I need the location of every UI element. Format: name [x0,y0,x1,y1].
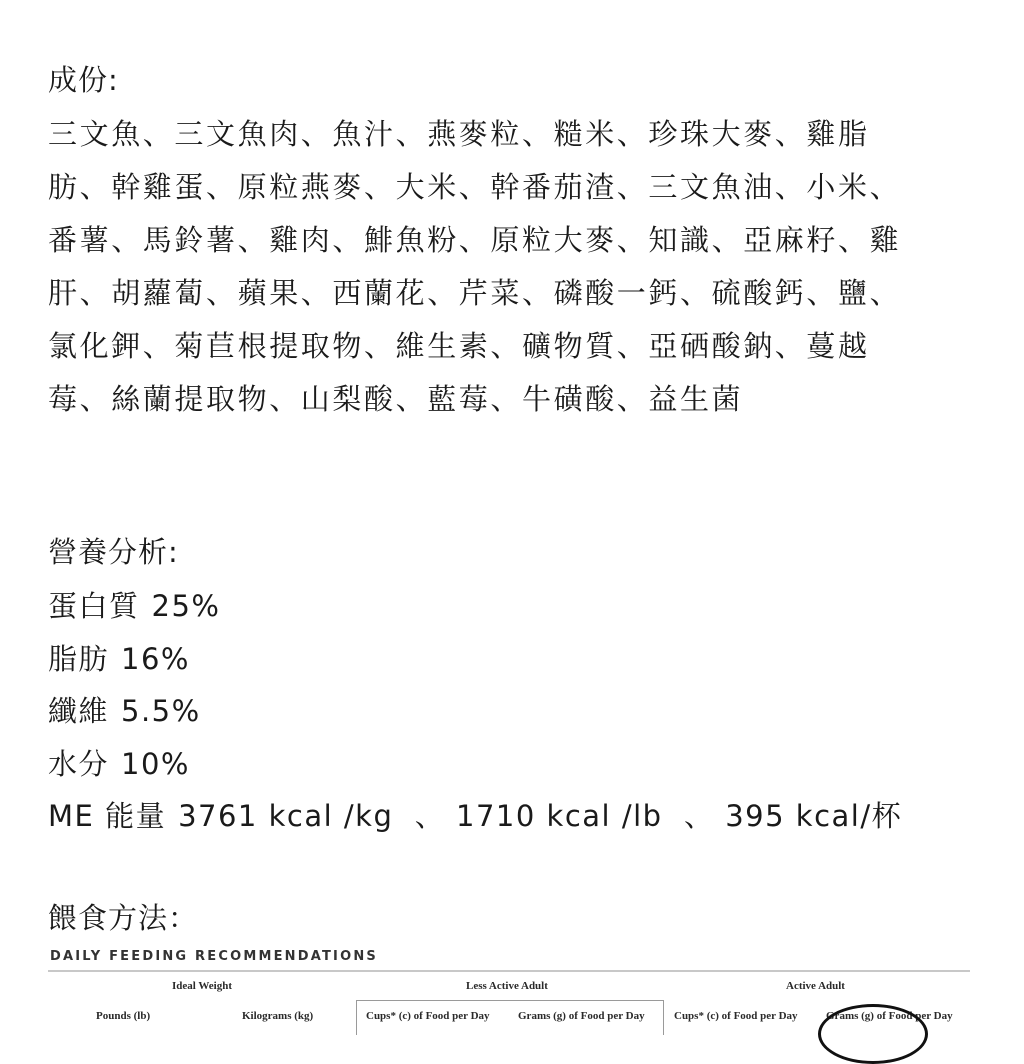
nutrition-item-moisture [48,738,902,791]
nutrition-item-fat [48,633,902,686]
nutrition-label: ME 能量 [48,799,167,833]
nutrition-label: 蛋白質 [48,589,140,623]
ingredients-line: 氯化鉀、菊苣根提取物、維生素、礦物質、亞硒酸鈉、蔓越 [48,329,870,363]
nutrition-value: 16% [121,641,190,676]
ingredients-heading: 成份: [48,63,119,97]
nutrition-value: 3761 kcal /kg 、 1710 kcal /lb 、 395 kcal/杯 [178,799,903,833]
nutrition-item-energy [48,790,902,843]
ingredients-line: 莓、絲蘭提取物、山梨酸、藍莓、牛磺酸、益生菌 [48,382,744,416]
column-header-kilograms: Kilograms (kg) [242,1010,314,1022]
group-header-less-active: Less Active Adult [466,980,548,992]
column-header-less-cups: Cups* (c) of Food per Day [366,1010,490,1022]
nutrition-heading: 營養分析: [48,535,179,569]
column-header-pounds: Pounds (lb) [96,1010,151,1022]
nutrition-value: 25% [151,589,221,623]
ingredients-list [48,108,988,426]
nutrition-label: 水分 [48,746,110,781]
feeding-heading: 餵食方法： [48,901,199,935]
nutrition-list [48,580,902,843]
feeding-table-rule [48,970,970,972]
column-header-active-cups: Cups* (c) of Food per Day [674,1010,798,1022]
ingredients-line: 肝、胡蘿蔔、蘋果、西蘭花、芹菜、磷酸一鈣、硫酸鈣、鹽、 [48,276,902,310]
nutrition-value: 10% [121,746,190,781]
nutrition-value: 5.5% [121,694,201,728]
ingredients-line: 三文魚、三文魚肉、魚汁、燕麥粒、糙米、珍珠大麥、雞脂 [48,117,870,151]
ingredients-line: 番薯、馬鈴薯、雞肉、鯡魚粉、原粒大麥、知識、亞麻籽、雞 [48,223,902,257]
ingredients-line: 肪、幹雞蛋、原粒燕麥、大米、幹番茄渣、三文魚油、小米、 [48,170,902,204]
nutrition-item-protein [48,580,902,633]
column-header-less-grams: Grams (g) of Food per Day [518,1010,645,1022]
nutrition-label: 纖維 [48,694,110,728]
column-header-active-grams: Grams (g) of Food per Day [826,1010,953,1022]
group-header-ideal-weight: Ideal Weight [172,980,233,992]
feeding-table-title: DAILY FEEDING RECOMMENDATIONS [50,949,378,964]
nutrition-label: 脂肪 [48,641,110,676]
nutrition-item-fiber [48,685,902,738]
group-header-active: Active Adult [786,980,845,992]
hand-drawn-circle-annotation [818,1004,928,1064]
feeding-table [48,948,972,1028]
